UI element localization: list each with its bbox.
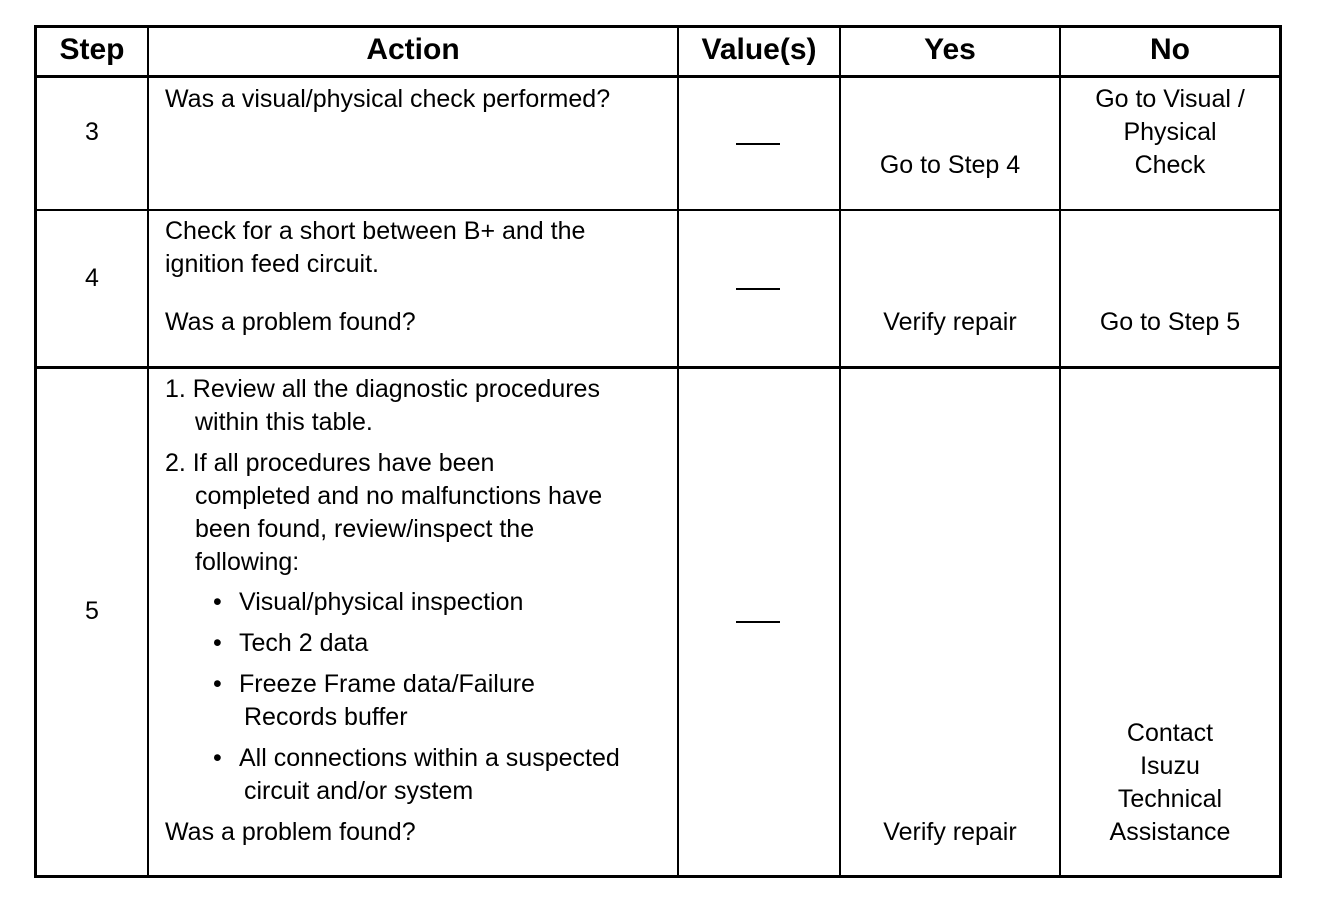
value-dash — [736, 143, 780, 145]
question-text: Was a problem found? — [165, 818, 416, 846]
bullet-item: • Freeze Frame data/Failure Records buffer — [213, 670, 535, 731]
bullet-item: • Tech 2 data — [213, 627, 683, 660]
row-divider — [37, 75, 1279, 78]
step-number: 3 — [85, 118, 99, 146]
no-text: Contact Isuzu Technical Assistance — [1109, 719, 1231, 846]
action-text: Check for a short between B+ and the ignition feed circuit. — [165, 217, 586, 278]
bullet-icon: • — [213, 588, 222, 616]
value-dash — [736, 288, 780, 290]
question-text: Was a problem found? — [165, 308, 416, 336]
col-divider — [147, 28, 149, 875]
action-item-2: 2. If all procedures have been completed and no malfunctions have been found, review/inspect the following: — [165, 449, 603, 576]
bullet-icon: • — [213, 744, 222, 772]
diagnostic-table — [34, 25, 1282, 878]
yes-text: Verify repair — [883, 308, 1017, 336]
header-values: Value(s) — [701, 33, 817, 66]
row-divider — [37, 366, 1279, 369]
bullet-icon: • — [213, 670, 222, 698]
no-text: Go to Visual / Physical Check — [1095, 85, 1245, 179]
action-text: Was a visual/physical check performed? — [165, 85, 611, 113]
header-step: Step — [59, 33, 125, 66]
header-action: Action — [366, 33, 460, 66]
bullet-icon: • — [213, 629, 222, 657]
bullet-item: • All connections within a suspected circuit and/or system — [213, 744, 620, 805]
step-number: 4 — [85, 264, 99, 292]
header-no: No — [1150, 33, 1190, 66]
yes-text: Verify repair — [883, 818, 1017, 846]
action-item-1: 1. Review all the diagnostic procedures within this table. — [165, 375, 600, 436]
step-number: 5 — [85, 597, 99, 625]
no-text: Go to Step 5 — [1099, 308, 1241, 336]
bullet-item: • Visual/physical inspection — [213, 586, 683, 619]
header-yes: Yes — [924, 33, 976, 66]
yes-text: Go to Step 4 — [879, 151, 1021, 179]
value-dash — [736, 621, 780, 623]
row-divider — [37, 209, 1279, 211]
